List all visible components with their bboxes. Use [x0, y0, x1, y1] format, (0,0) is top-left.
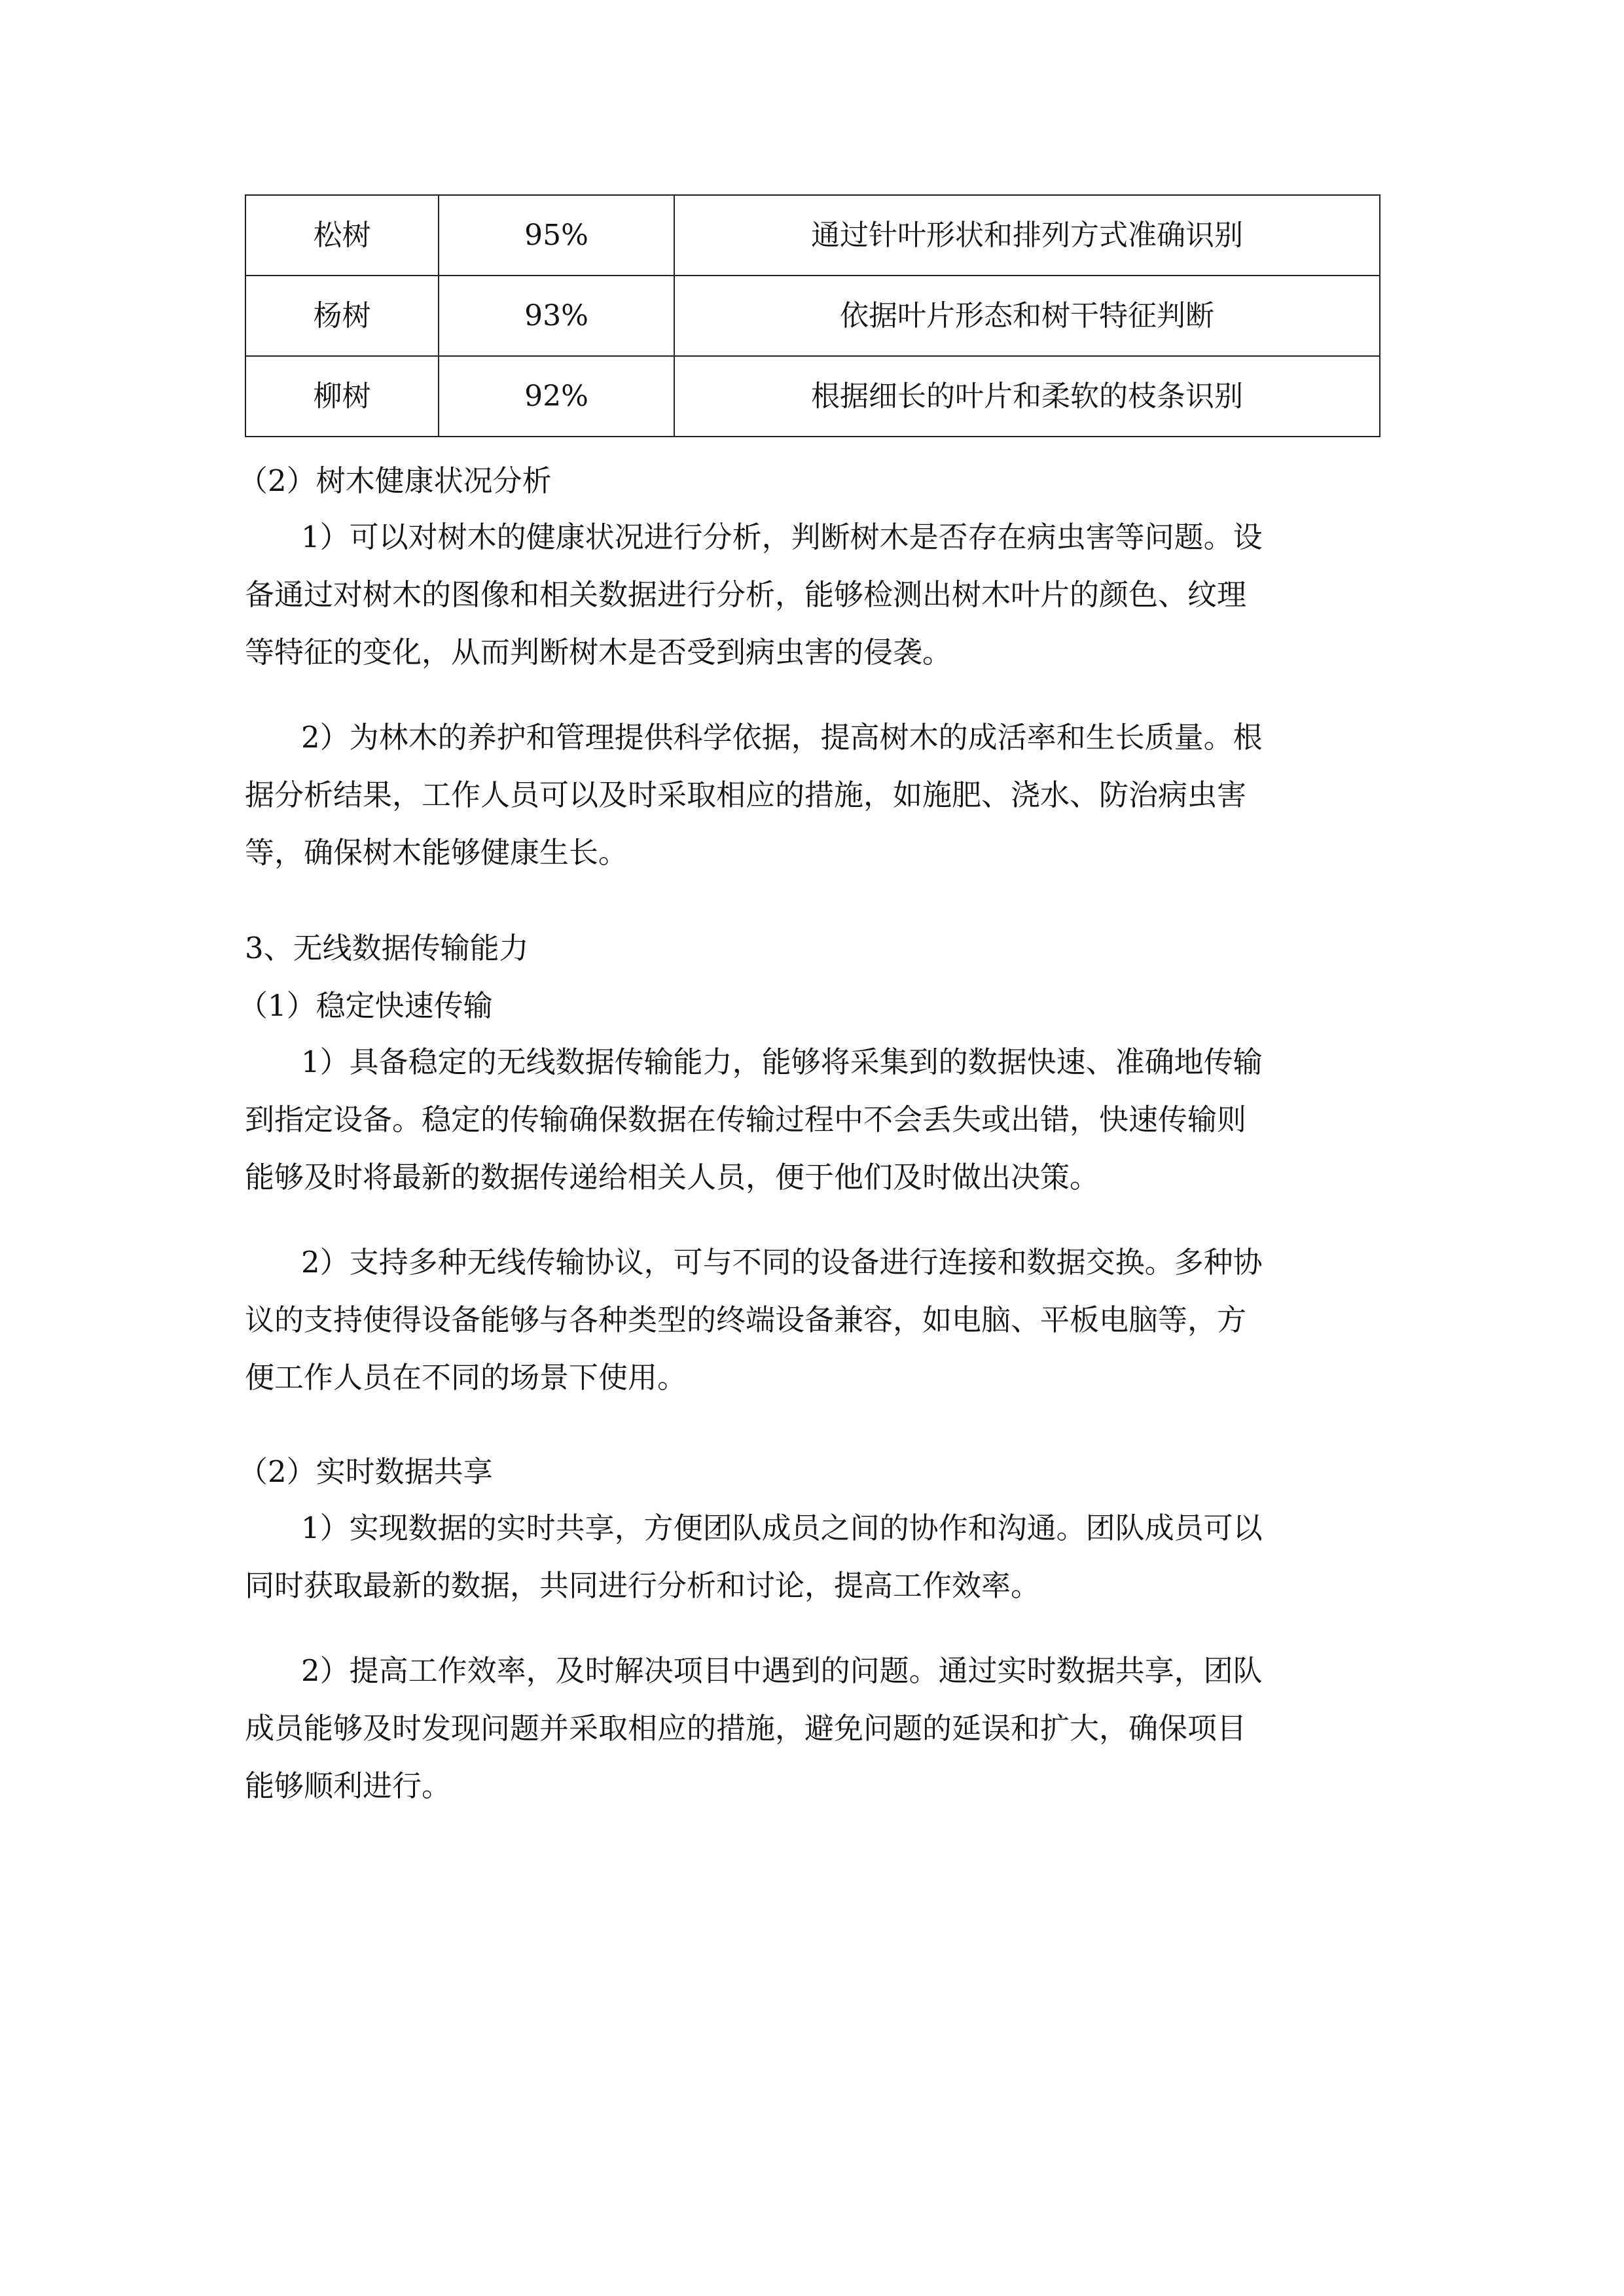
paragraph-line: 1）具备稳定的无线数据传输能力，能够将采集到的数据快速、准确地传输 — [301, 1045, 1263, 1079]
paragraph-line: 1）实现数据的实时共享，方便团队成员之间的协作和沟通。团队成员可以 — [301, 1511, 1263, 1545]
method-cell: 通过针叶形状和排列方式准确识别 — [674, 195, 1380, 276]
method-cell: 依据叶片形态和树干特征判断 — [674, 276, 1380, 356]
paragraph-line: 2）支持多种无线传输协议，可与不同的设备进行连接和数据交换。多种协 — [301, 1245, 1263, 1280]
table-row — [245, 356, 1380, 437]
paragraph-line: 到指定设备。稳定的传输确保数据在传输过程中不会丢失或出错，快速传输则 — [245, 1102, 1247, 1137]
paragraph-line: 等，确保树木能够健康生长。 — [245, 835, 628, 870]
paragraph-line: 2）提高工作效率，及时解决项目中遇到的问题。通过实时数据共享，团队 — [301, 1653, 1263, 1688]
paragraph-line: 能够及时将最新的数据传递给相关人员，便于他们及时做出决策。 — [245, 1160, 1100, 1194]
section-title-wireless: 3、无线数据传输能力 — [245, 931, 529, 965]
tree-name-cell: 松树 — [245, 195, 439, 276]
paragraph-line: 1）可以对树木的健康状况进行分析，判断树木是否存在病虫害等问题。设 — [301, 520, 1263, 554]
accuracy-cell: 93% — [439, 276, 674, 356]
paragraph-line: 据分析结果，工作人员可以及时采取相应的措施，如施肥、浇水、防治病虫害 — [245, 778, 1247, 812]
method-cell: 根据细长的叶片和柔软的枝条识别 — [674, 356, 1380, 437]
paragraph-line: 等特征的变化，从而判断树木是否受到病虫害的侵袭。 — [245, 635, 952, 670]
paragraph-line: 能够顺利进行。 — [245, 1768, 452, 1803]
paragraph-line: 便工作人员在不同的场景下使用。 — [245, 1360, 687, 1395]
paragraph-line: 同时获取最新的数据，共同进行分析和讨论，提高工作效率。 — [245, 1568, 1041, 1603]
table-row — [245, 195, 1380, 276]
paragraph-line: 2）为林木的养护和管理提供科学依据，提高树木的成活率和生长质量。根 — [301, 720, 1263, 755]
paragraph-line: 成员能够及时发现问题并采取相应的措施，避免问题的延误和扩大，确保项目 — [245, 1711, 1247, 1746]
subsection-title-realtime: （2）实时数据共享 — [238, 1454, 493, 1489]
tree-recognition-table — [245, 194, 1380, 437]
section-title-health: （2）树木健康状况分析 — [238, 463, 552, 498]
tree-name-cell: 柳树 — [245, 356, 439, 437]
accuracy-cell: 92% — [439, 356, 674, 437]
accuracy-cell: 95% — [439, 195, 674, 276]
tree-name-cell: 杨树 — [245, 276, 439, 356]
paragraph-line: 议的支持使得设备能够与各种类型的终端设备兼容，如电脑、平板电脑等，方 — [245, 1302, 1247, 1337]
table-row — [245, 276, 1380, 356]
paragraph-line: 备通过对树木的图像和相关数据进行分析，能够检测出树木叶片的颜色、纹理 — [245, 577, 1247, 612]
subsection-title-stable: （1）稳定快速传输 — [238, 988, 493, 1023]
